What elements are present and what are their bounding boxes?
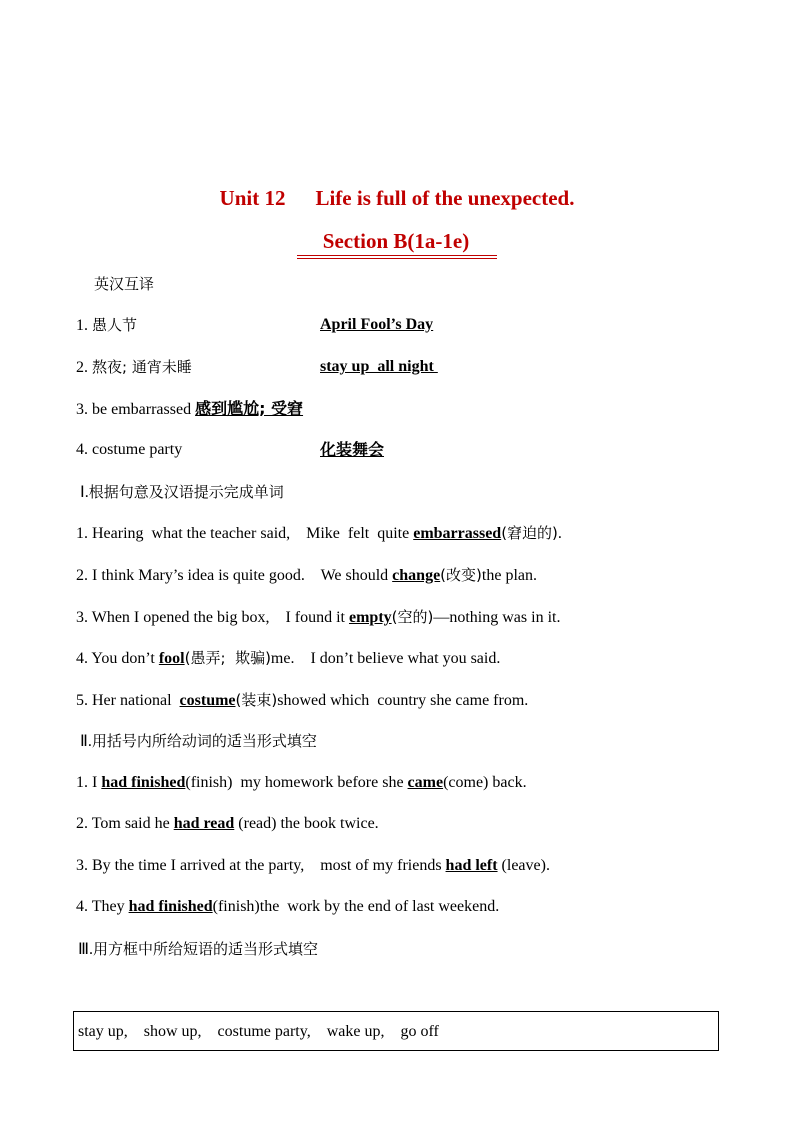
part1-item: 2. I think Mary’s idea is quite good. We should change(改变)the plan. [76, 566, 537, 584]
vocab-answer: 感到尴尬; 受窘 [195, 399, 304, 418]
section-title [0, 229, 794, 254]
unit-title [0, 186, 794, 211]
answer: had finished [101, 774, 186, 791]
part2-item: 4. They had finished(finish)the work by the end of last weekend. [76, 898, 500, 915]
part2-heading: Ⅱ.用括号内所给动词的适当形式填空 [80, 732, 317, 750]
answer: costume [179, 692, 236, 709]
answer: had read [173, 815, 235, 832]
vocab-item: 2. 熬夜; 通宵未睡 stay up all night [76, 358, 438, 376]
part3-heading: Ⅲ.用方框中所给短语的适当形式填空 [78, 940, 319, 958]
answer: fool [158, 650, 185, 667]
section-label: Section B(1a-1e) [297, 229, 497, 256]
part1-item: 5. Her national costume(装束)showed which country she came from. [76, 691, 529, 709]
unit-subtitle: Life is full of the unexpected. [315, 186, 575, 210]
answer: empty [348, 609, 392, 626]
vocab-answer: 化装舞会 [320, 440, 385, 459]
part1-item: 3. When I opened the big box, I found it empty(空的)—nothing was in it. [76, 608, 561, 626]
vocab-item: 1. 愚人节 April Fool’s Day [76, 316, 434, 334]
part2-item: 3. By the time I arrived at the party, most of my friends had left (leave). [76, 857, 550, 874]
phrase-box: stay up, show up, costume party, wake up, go off [73, 1011, 719, 1051]
part1-item: 4. You don’t fool(愚弄; 欺骗)me. I don’t believe what you said. [76, 649, 501, 667]
answer: had finished [128, 898, 213, 915]
answer: came [407, 774, 444, 791]
part2-item: 1. I had finished(finish) my homework before she came(come) back. [76, 774, 527, 791]
part1-heading: Ⅰ.根据句意及汉语提示完成单词 [80, 483, 284, 501]
vocab-heading: 英汉互译 [94, 275, 155, 293]
unit-label: Unit 12 [219, 186, 286, 210]
answer: change [392, 567, 441, 584]
vocab-answer: stay up all night [320, 358, 438, 375]
answer: embarrassed [413, 525, 502, 542]
vocab-item: 3. be embarrassed 感到尴尬; 受窘 [76, 399, 304, 418]
part1-item: 1. Hearing what the teacher said, Mike felt quite embarrassed(窘迫的). [76, 524, 562, 542]
vocab-answer: April Fool’s Day [320, 316, 434, 333]
answer: had left [445, 857, 498, 874]
part2-item: 2. Tom said he had read (read) the book twice. [76, 815, 379, 832]
vocab-item: 4. costume party 化装舞会 [76, 440, 385, 459]
